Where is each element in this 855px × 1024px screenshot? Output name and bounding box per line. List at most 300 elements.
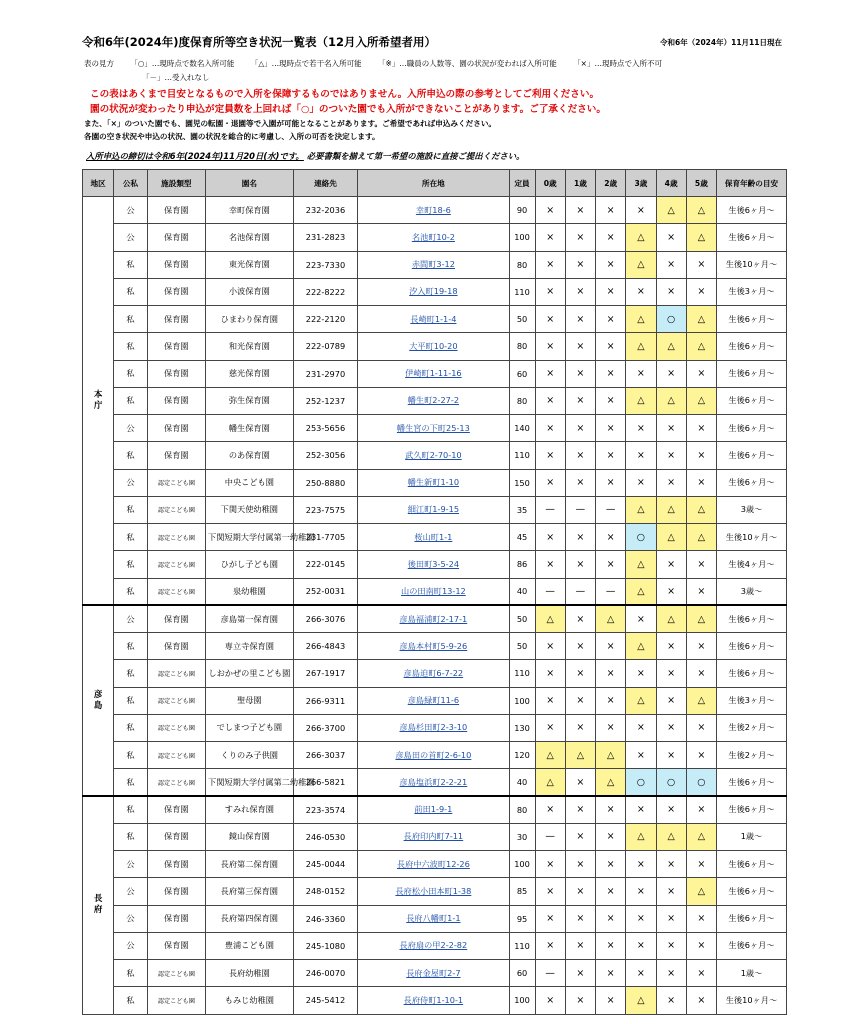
age-guide-cell: 生後10ヶ月～ — [716, 524, 786, 551]
age-guide-cell: 生後6ヶ月～ — [716, 224, 786, 251]
status-cell: × — [596, 932, 626, 959]
status-cell: × — [686, 360, 716, 387]
public-private-cell: 公 — [114, 197, 147, 224]
status-cell: △ — [686, 333, 716, 360]
status-cell: × — [686, 251, 716, 278]
status-cell: △ — [656, 333, 686, 360]
age-guide-cell: 1歳～ — [716, 960, 786, 987]
status-cell: × — [565, 605, 595, 632]
phone-cell: 245-5412 — [293, 987, 358, 1014]
address-link[interactable]: 前田1-9-1 — [358, 796, 509, 823]
phone-cell: 266-5821 — [293, 769, 358, 796]
status-cell: △ — [626, 578, 656, 605]
phone-cell: 246-0530 — [293, 823, 358, 850]
address-link[interactable]: 長府印内町7-11 — [358, 823, 509, 850]
status-cell: △ — [686, 387, 716, 414]
facility-name-cell: 聖母園 — [206, 687, 294, 714]
address-link[interactable]: 長府八幡町1-1 — [358, 905, 509, 932]
status-cell: × — [596, 442, 626, 469]
status-cell: × — [596, 306, 626, 333]
age-guide-cell: 生後6ヶ月～ — [716, 333, 786, 360]
note-line-2: 各園の空き状況や申込の状況、園の状況を総合的に考慮し、入所の可否を決定します。 — [84, 132, 380, 141]
phone-cell: 231-2823 — [293, 224, 358, 251]
capacity-cell: 35 — [509, 496, 535, 523]
status-cell: × — [686, 415, 716, 442]
status-cell: × — [686, 714, 716, 741]
phone-cell: 252-1237 — [293, 387, 358, 414]
address-link[interactable]: 彦島福浦町2-17-1 — [358, 605, 509, 632]
public-private-cell: 私 — [114, 442, 147, 469]
status-cell: × — [656, 987, 686, 1014]
status-cell: — — [565, 496, 595, 523]
warning-line-1: この表はあくまで目安となるもので入所を保障するものではありません。入所申込の際の参考としてご利用ください。 — [90, 89, 600, 100]
public-private-cell: 私 — [114, 551, 147, 578]
status-cell: ○ — [686, 769, 716, 796]
capacity-cell: 100 — [509, 224, 535, 251]
status-cell: × — [565, 823, 595, 850]
status-cell: △ — [596, 769, 626, 796]
capacity-cell: 100 — [509, 851, 535, 878]
table-row — [83, 605, 787, 632]
facility-name-cell: 和光保育園 — [206, 333, 294, 360]
status-cell: △ — [626, 306, 656, 333]
status-cell: × — [565, 878, 595, 905]
facility-name-cell: 豊浦こども園 — [206, 932, 294, 959]
address-link[interactable]: 幡生新町1-10 — [358, 469, 509, 496]
status-cell: × — [626, 415, 656, 442]
table-row — [83, 932, 787, 959]
status-cell: × — [656, 742, 686, 769]
status-cell: × — [596, 714, 626, 741]
age-guide-cell: 生後2ヶ月～ — [716, 714, 786, 741]
phone-cell: 222-2120 — [293, 306, 358, 333]
legend — [84, 58, 676, 69]
public-private-cell: 公 — [114, 878, 147, 905]
status-cell: × — [535, 524, 565, 551]
capacity-cell: 50 — [509, 633, 535, 660]
column-header: 1歳 — [565, 170, 595, 197]
status-cell: × — [535, 224, 565, 251]
public-private-cell: 公 — [114, 469, 147, 496]
status-cell: × — [686, 905, 716, 932]
facility-name-cell: 東光保育園 — [206, 251, 294, 278]
status-cell: × — [626, 878, 656, 905]
facility-name-cell: 下関短期大学付属第一幼稚園 — [206, 524, 294, 551]
facility-type-cell: 保育園 — [147, 932, 205, 959]
status-cell: × — [565, 333, 595, 360]
facility-name-cell: 長府第二保育園 — [206, 851, 294, 878]
status-cell: △ — [686, 605, 716, 632]
table-row — [83, 387, 787, 414]
status-cell: × — [565, 714, 595, 741]
status-cell: ○ — [656, 769, 686, 796]
status-cell: × — [656, 796, 686, 823]
age-guide-cell: 生後6ヶ月～ — [716, 851, 786, 878]
status-cell: △ — [626, 496, 656, 523]
phone-cell: 223-7330 — [293, 251, 358, 278]
capacity-cell: 110 — [509, 278, 535, 305]
phone-cell: 245-0044 — [293, 851, 358, 878]
status-cell: △ — [686, 224, 716, 251]
status-cell: × — [626, 742, 656, 769]
facility-type-cell: 保育園 — [147, 823, 205, 850]
public-private-cell: 公 — [114, 905, 147, 932]
age-guide-cell: 生後6ヶ月～ — [716, 605, 786, 632]
status-cell: × — [565, 851, 595, 878]
facility-name-cell: もみじ幼稚園 — [206, 987, 294, 1014]
status-cell: × — [626, 714, 656, 741]
status-cell: △ — [626, 633, 656, 660]
status-cell: × — [535, 415, 565, 442]
status-cell: × — [535, 197, 565, 224]
status-cell: × — [565, 224, 595, 251]
facility-name-cell: 弥生保育園 — [206, 387, 294, 414]
column-header: 2歳 — [596, 170, 626, 197]
public-private-cell: 私 — [114, 578, 147, 605]
address-link[interactable]: 幡生宮の下町25-13 — [358, 415, 509, 442]
status-cell: × — [686, 960, 716, 987]
facility-type-cell: 保育園 — [147, 851, 205, 878]
status-cell: × — [596, 796, 626, 823]
status-cell: × — [686, 742, 716, 769]
status-cell: × — [535, 306, 565, 333]
status-cell: — — [535, 960, 565, 987]
status-cell: × — [626, 278, 656, 305]
status-cell: — — [535, 578, 565, 605]
table-row — [83, 197, 787, 224]
age-guide-cell: 生後3ヶ月～ — [716, 278, 786, 305]
column-header: 地区 — [83, 170, 114, 197]
public-private-cell: 公 — [114, 851, 147, 878]
phone-cell: 266-3700 — [293, 714, 358, 741]
age-guide-cell: 生後6ヶ月～ — [716, 905, 786, 932]
address-link[interactable]: 彦島杉田町2-3-10 — [358, 714, 509, 741]
address-link[interactable]: 武久町2-70-10 — [358, 442, 509, 469]
status-cell: × — [535, 442, 565, 469]
status-cell: × — [596, 278, 626, 305]
public-private-cell: 私 — [114, 524, 147, 551]
facility-type-cell: 保育園 — [147, 633, 205, 660]
capacity-cell: 40 — [509, 769, 535, 796]
status-cell: × — [535, 633, 565, 660]
phone-cell: 223-3574 — [293, 796, 358, 823]
column-header: 0歳 — [535, 170, 565, 197]
legend-dash: 「－」…受入れなし — [142, 73, 210, 82]
table-row — [83, 306, 787, 333]
page-title: 令和6年(2024年)度保育所等空き状況一覧表（12月入所希望者用） — [82, 35, 437, 49]
status-cell: — — [596, 496, 626, 523]
status-cell: △ — [626, 224, 656, 251]
capacity-cell: 50 — [509, 605, 535, 632]
facility-name-cell: くりのみ子供園 — [206, 742, 294, 769]
status-cell: × — [596, 687, 626, 714]
age-guide-cell: 生後2ヶ月～ — [716, 742, 786, 769]
address-link[interactable]: 彦島迫町6-7-22 — [358, 660, 509, 687]
status-cell: × — [596, 633, 626, 660]
table-row — [83, 578, 787, 605]
address-link[interactable]: 彦島緑町11-6 — [358, 687, 509, 714]
deadline-date: 入所申込の締切は令和6年(2024年)11月20日(水)です。 — [86, 151, 304, 161]
status-cell: × — [565, 633, 595, 660]
capacity-cell: 60 — [509, 960, 535, 987]
status-cell: × — [686, 551, 716, 578]
area-cell: 本庁 — [83, 197, 114, 606]
status-cell: × — [535, 251, 565, 278]
capacity-cell: 30 — [509, 823, 535, 850]
column-header: 4歳 — [656, 170, 686, 197]
age-guide-cell: 1歳～ — [716, 823, 786, 850]
status-cell: × — [535, 687, 565, 714]
facility-type-cell: 保育園 — [147, 306, 205, 333]
facility-type-cell: 保育園 — [147, 224, 205, 251]
address-link[interactable]: 長府中六波町12-26 — [358, 851, 509, 878]
facility-type-cell: 保育園 — [147, 251, 205, 278]
age-guide-cell: 生後4ヶ月～ — [716, 551, 786, 578]
public-private-cell: 公 — [114, 932, 147, 959]
phone-cell: 223-7575 — [293, 496, 358, 523]
title-row — [82, 34, 782, 50]
table-row — [83, 905, 787, 932]
phone-cell: 266-3076 — [293, 605, 358, 632]
address-link[interactable]: 細江町1-9-15 — [358, 496, 509, 523]
facility-name-cell: ひがし子ども園 — [206, 551, 294, 578]
address-link[interactable]: 桜山町1-1 — [358, 524, 509, 551]
status-cell: △ — [686, 823, 716, 850]
status-cell: × — [626, 932, 656, 959]
address-link[interactable]: 長府金屋町2-7 — [358, 960, 509, 987]
status-cell: △ — [686, 306, 716, 333]
status-cell: × — [656, 905, 686, 932]
phone-cell: 253-5656 — [293, 415, 358, 442]
age-guide-cell: 生後6ヶ月～ — [716, 796, 786, 823]
public-private-cell: 私 — [114, 796, 147, 823]
facility-name-cell: 下関天使幼稚園 — [206, 496, 294, 523]
address-link[interactable]: 汐入町19-18 — [358, 278, 509, 305]
facility-type-cell: 保育園 — [147, 278, 205, 305]
capacity-cell: 90 — [509, 197, 535, 224]
status-cell: △ — [626, 551, 656, 578]
status-cell: × — [656, 360, 686, 387]
column-header: 所在地 — [358, 170, 509, 197]
age-guide-cell: 生後6ヶ月～ — [716, 469, 786, 496]
phone-cell: 246-0070 — [293, 960, 358, 987]
status-cell: × — [626, 851, 656, 878]
facility-name-cell: 長府第四保育園 — [206, 905, 294, 932]
status-cell: × — [535, 278, 565, 305]
status-cell: × — [626, 796, 656, 823]
facility-name-cell: 彦島第一保育園 — [206, 605, 294, 632]
table-row — [83, 633, 787, 660]
table-row — [83, 251, 787, 278]
age-guide-cell: 生後6ヶ月～ — [716, 932, 786, 959]
status-cell: × — [656, 878, 686, 905]
capacity-cell: 45 — [509, 524, 535, 551]
status-cell: × — [565, 660, 595, 687]
facility-name-cell: ひまわり保育園 — [206, 306, 294, 333]
age-guide-cell: 生後3ヶ月～ — [716, 687, 786, 714]
column-header: 施設類型 — [147, 170, 205, 197]
public-private-cell: 公 — [114, 224, 147, 251]
status-cell: × — [535, 932, 565, 959]
public-private-cell: 公 — [114, 415, 147, 442]
status-cell: × — [656, 660, 686, 687]
status-cell: × — [626, 605, 656, 632]
note-line-1: また、「×」のついた園でも、園児の転園・退園等で入園が可能となることがあります。ご希望であれば申込みください。 — [84, 119, 497, 128]
status-cell: × — [535, 905, 565, 932]
facility-name-cell: 専立寺保育園 — [206, 633, 294, 660]
column-header: 連絡先 — [293, 170, 358, 197]
address-link[interactable]: 彦島塩浜町2-2-21 — [358, 769, 509, 796]
facility-name-cell: しおかぜの里こども園 — [206, 660, 294, 687]
phone-cell: 252-0031 — [293, 578, 358, 605]
status-cell: △ — [535, 605, 565, 632]
status-cell: × — [656, 224, 686, 251]
status-cell: △ — [656, 496, 686, 523]
address-link[interactable]: 赤間町3-12 — [358, 251, 509, 278]
status-cell: × — [565, 524, 595, 551]
facility-type-cell: 認定こども園 — [147, 496, 205, 523]
status-cell: × — [656, 251, 686, 278]
capacity-cell: 110 — [509, 660, 535, 687]
table-row — [83, 496, 787, 523]
address-link[interactable]: 名池町10-2 — [358, 224, 509, 251]
public-private-cell: 私 — [114, 742, 147, 769]
status-cell: × — [656, 442, 686, 469]
table-row — [83, 796, 787, 823]
capacity-cell: 110 — [509, 932, 535, 959]
status-cell: × — [596, 387, 626, 414]
status-cell: × — [656, 851, 686, 878]
capacity-cell: 100 — [509, 687, 535, 714]
capacity-cell: 110 — [509, 442, 535, 469]
address-link[interactable]: 彦島本村町5-9-26 — [358, 633, 509, 660]
deadline-instructions: 必要書類を揃えて第一希望の施設に直接ご提出ください。 — [306, 151, 525, 161]
status-cell: ○ — [626, 769, 656, 796]
status-cell: △ — [565, 742, 595, 769]
status-cell: — — [596, 578, 626, 605]
facility-name-cell: のあ保育園 — [206, 442, 294, 469]
capacity-cell: 140 — [509, 415, 535, 442]
status-cell: × — [656, 687, 686, 714]
phone-cell: 266-3037 — [293, 742, 358, 769]
address-link[interactable]: 彦島田の首町2-6-10 — [358, 742, 509, 769]
status-cell: × — [535, 551, 565, 578]
capacity-cell: 85 — [509, 878, 535, 905]
status-cell: × — [686, 578, 716, 605]
status-cell: × — [565, 251, 595, 278]
status-cell: — — [565, 578, 595, 605]
public-private-cell: 私 — [114, 633, 147, 660]
status-cell: △ — [686, 687, 716, 714]
address-link[interactable]: 長府松小田本町1-38 — [358, 878, 509, 905]
status-cell: × — [565, 769, 595, 796]
phone-cell: 266-9311 — [293, 687, 358, 714]
facility-name-cell: 泉幼稚園 — [206, 578, 294, 605]
address-link[interactable]: 長府扇の甲2-2-82 — [358, 932, 509, 959]
address-link[interactable]: 幡生町2-27-2 — [358, 387, 509, 414]
facility-name-cell: 下関短期大学付属第二幼稚園 — [206, 769, 294, 796]
address-link[interactable]: 伊崎町1-11-16 — [358, 360, 509, 387]
status-cell: △ — [596, 742, 626, 769]
warning-line-2: 園の状況が変わったり申込が定員数を上回れば「○」のついた園でも入所ができないことがあります。ご了承ください。 — [90, 104, 606, 115]
capacity-cell: 150 — [509, 469, 535, 496]
age-guide-cell: 生後6ヶ月～ — [716, 660, 786, 687]
facility-name-cell: 名池保育園 — [206, 224, 294, 251]
phone-cell: 232-2036 — [293, 197, 358, 224]
status-cell: × — [596, 333, 626, 360]
status-cell: × — [565, 197, 595, 224]
column-header: 5歳 — [686, 170, 716, 197]
status-cell: × — [565, 360, 595, 387]
status-cell: × — [535, 333, 565, 360]
status-cell: △ — [656, 524, 686, 551]
column-header: 公私 — [114, 170, 147, 197]
status-cell: × — [596, 851, 626, 878]
status-cell: × — [626, 660, 656, 687]
facility-name-cell: 幸町保育園 — [206, 197, 294, 224]
facility-type-cell: 認定こども園 — [147, 987, 205, 1014]
capacity-cell: 100 — [509, 987, 535, 1014]
status-cell: △ — [686, 878, 716, 905]
status-cell: △ — [626, 687, 656, 714]
status-cell: × — [686, 660, 716, 687]
facility-name-cell: 中央こども園 — [206, 469, 294, 496]
legend-triangle: 「△」…現時点で若干名入所可能 — [250, 59, 362, 68]
facility-type-cell: 認定こども園 — [147, 524, 205, 551]
age-guide-cell: 3歳～ — [716, 496, 786, 523]
status-cell: × — [596, 524, 626, 551]
status-cell: × — [686, 442, 716, 469]
address-link[interactable]: 長府侍町1-10-1 — [358, 987, 509, 1014]
capacity-cell: 50 — [509, 306, 535, 333]
capacity-cell: 80 — [509, 333, 535, 360]
address-link[interactable]: 大平町10-20 — [358, 333, 509, 360]
status-cell: × — [626, 960, 656, 987]
status-cell: × — [535, 987, 565, 1014]
status-cell: × — [535, 851, 565, 878]
status-cell: × — [596, 415, 626, 442]
facility-type-cell: 保育園 — [147, 878, 205, 905]
status-cell: × — [565, 551, 595, 578]
status-cell: × — [535, 469, 565, 496]
table-row — [83, 987, 787, 1014]
as-of-date: 令和6年（2024年）11月11日現在 — [660, 38, 782, 47]
status-cell: × — [686, 469, 716, 496]
table-row — [83, 278, 787, 305]
facility-type-cell: 保育園 — [147, 605, 205, 632]
address-link[interactable]: 後田町3-5-24 — [358, 551, 509, 578]
facility-type-cell: 保育園 — [147, 905, 205, 932]
facility-name-cell: すみれ保育園 — [206, 796, 294, 823]
status-cell: × — [656, 469, 686, 496]
status-cell: × — [596, 469, 626, 496]
status-cell: △ — [686, 524, 716, 551]
status-cell: △ — [626, 987, 656, 1014]
status-cell: ○ — [656, 306, 686, 333]
address-link[interactable]: 幸町18-6 — [358, 197, 509, 224]
facility-type-cell: 認定こども園 — [147, 714, 205, 741]
address-link[interactable]: 山の田南町13-12 — [358, 578, 509, 605]
public-private-cell: 私 — [114, 714, 147, 741]
legend-circle: 「○」…現時点で数名入所可能 — [130, 59, 235, 68]
address-link[interactable]: 長崎町1-1-4 — [358, 306, 509, 333]
table-row — [83, 960, 787, 987]
status-cell: × — [535, 660, 565, 687]
status-cell: × — [656, 578, 686, 605]
status-cell: △ — [626, 251, 656, 278]
status-cell: △ — [686, 197, 716, 224]
status-cell: × — [565, 306, 595, 333]
